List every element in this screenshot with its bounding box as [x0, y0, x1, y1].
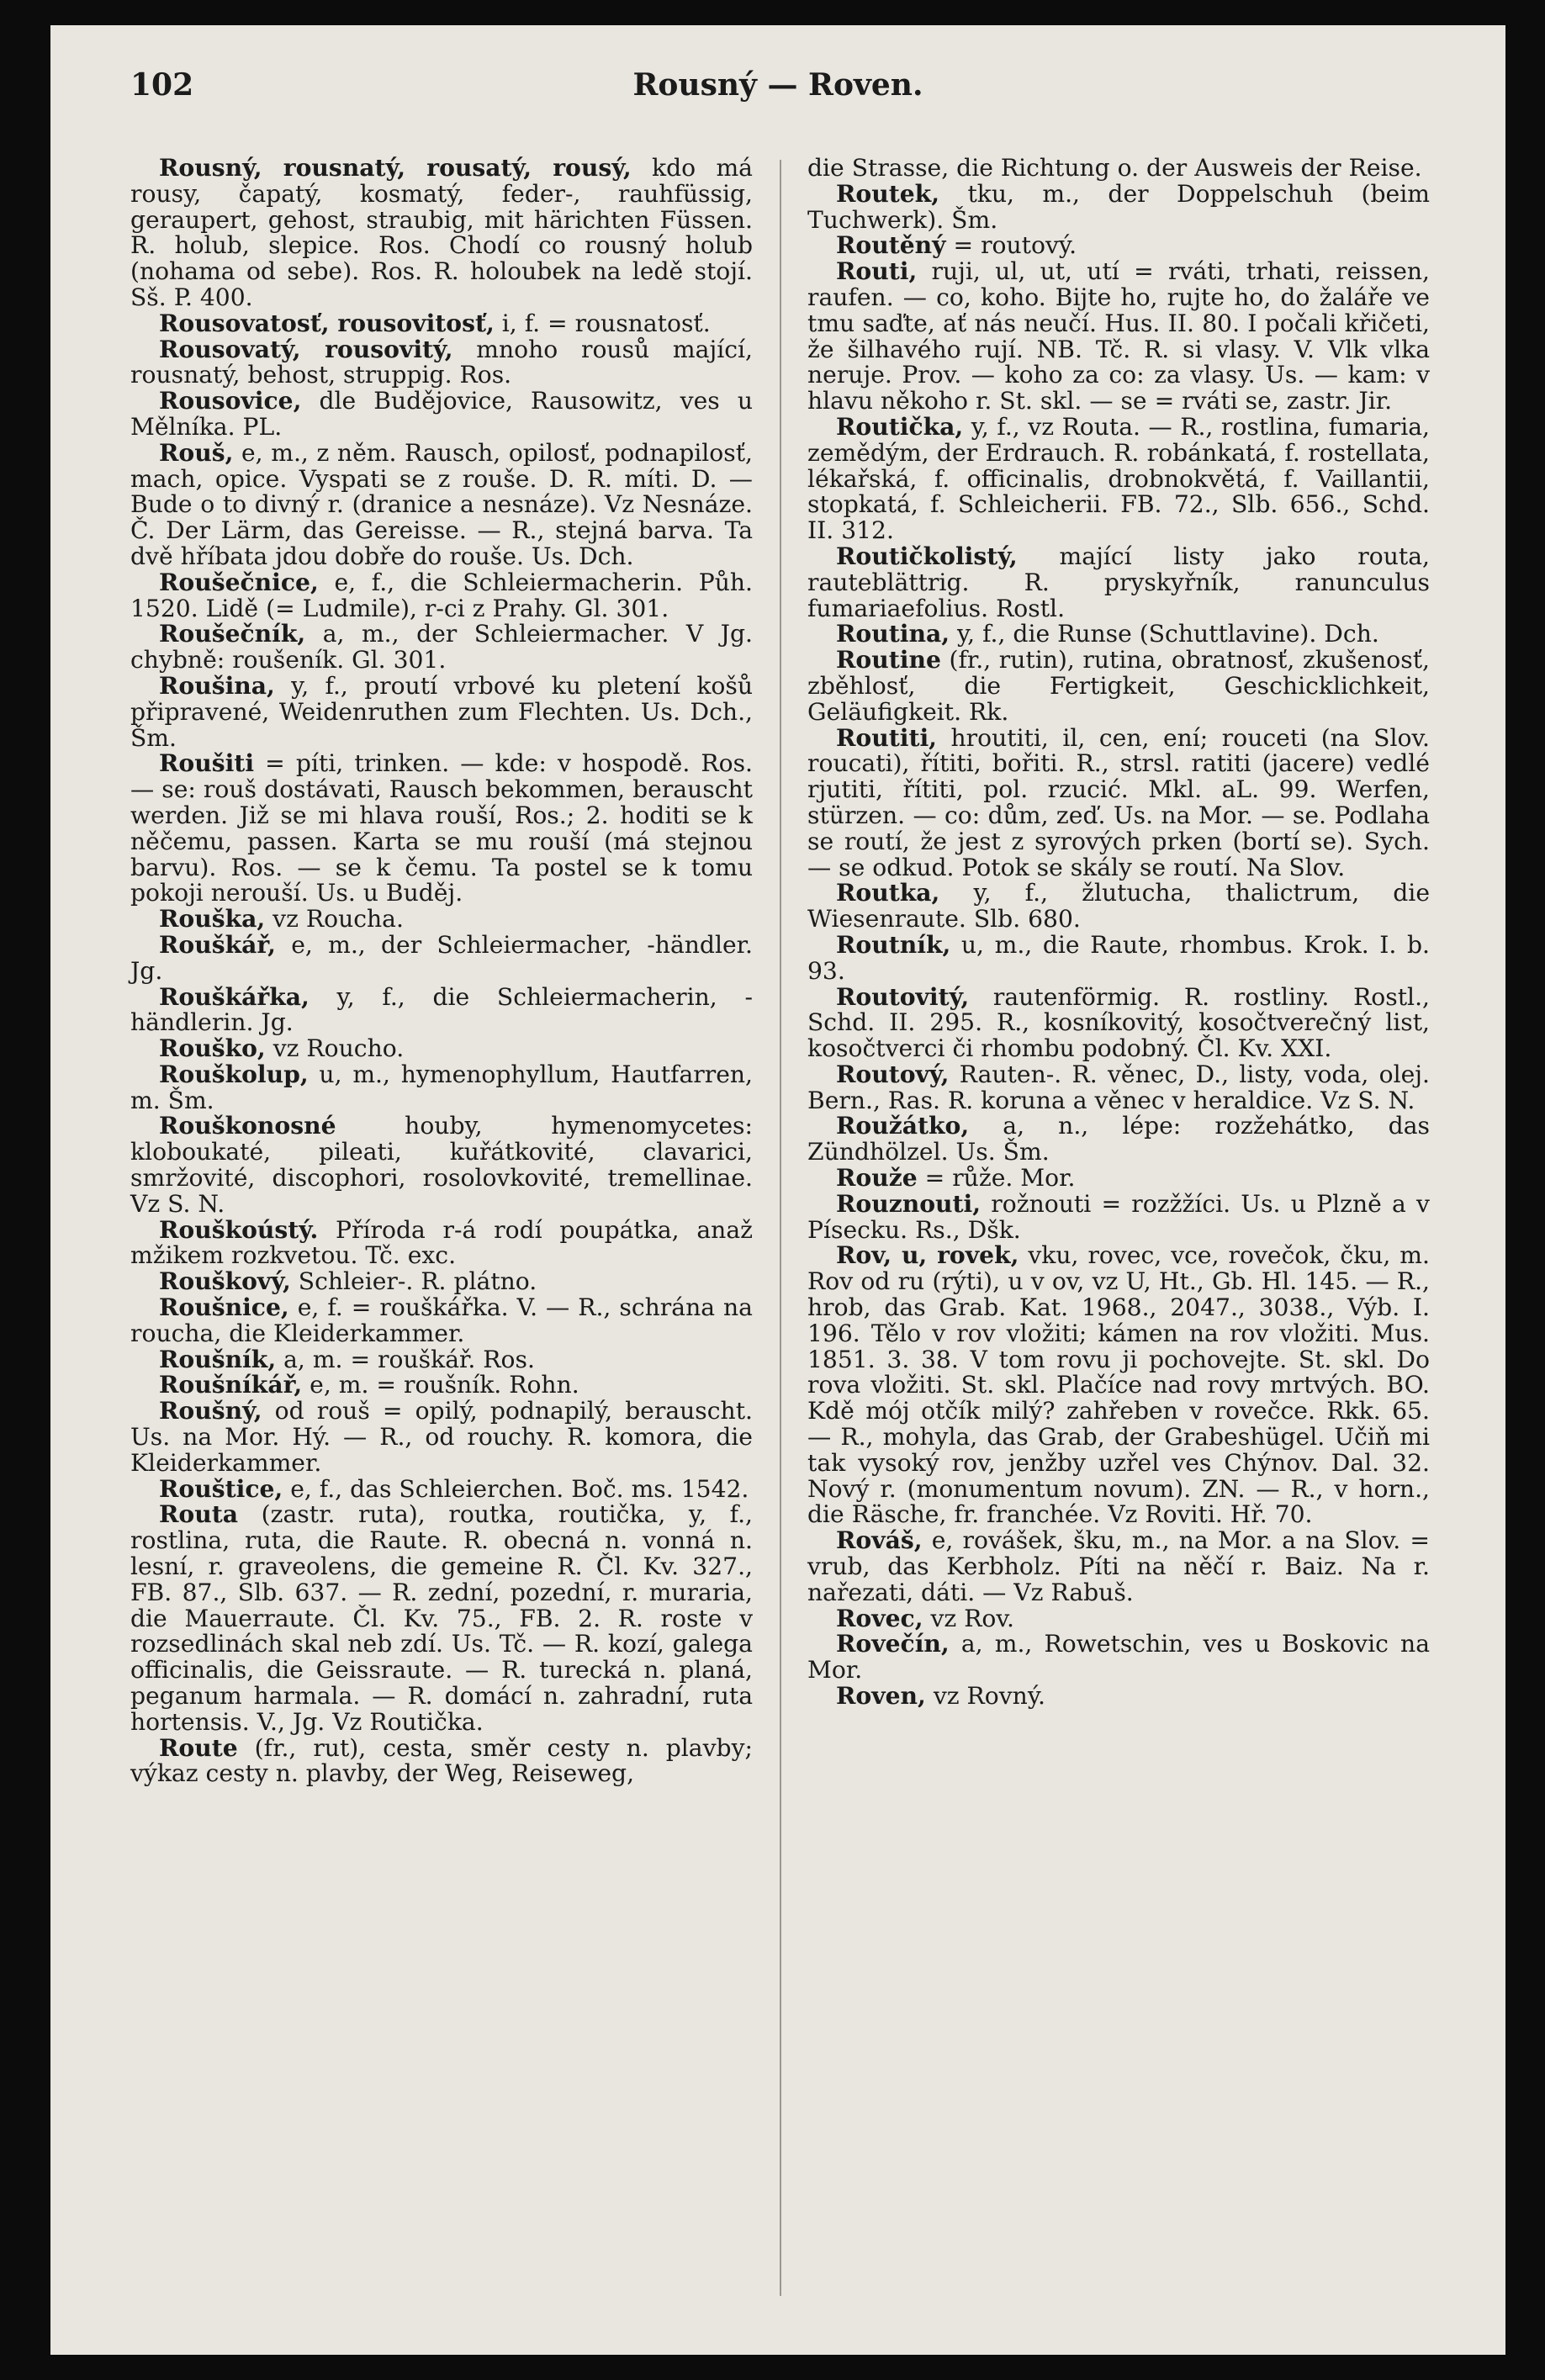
entry-text: Příroda r-á rodí poupátka, anaž mžikem rozkvetou. Tč. exc. [130, 1215, 753, 1270]
dictionary-entry [130, 1215, 753, 1270]
entry-text: vku, rovec, vce, rovečok, čku, m. Rov od ru (rýti), u v ov, vz U, Ht., Gb. Hl. 145. — R., hrob, das Grab. Kat. 1968., 2047., 3038., Výb. I. 196. Tělo v rov vložiti; kámen na rov vložiti. Mus. 1851. 3. 38. V tom rovu ji pochovejte. St. skl. Do rova vložiti. St. skl. Plačíce nad rovy mrtvých. BO. Kdě mój otčík milý? zahřeben v rovečce. Rkk. 65. — R., mohyla, das Grab, der Grabeshügel. Učiň mi tak vysoký rov, jenžby uzřel ves Chýnov. Dal. 32. Nový r. (monumentum novum). ZN. — R., v horn., die Räsche, fr. franchée. Vz Roviti. Hř. 70. [807, 1241, 1430, 1529]
entry-headword: Rováš, [836, 1526, 923, 1555]
dictionary-entry [807, 412, 1430, 545]
entry-headword: Rouže [836, 1164, 918, 1193]
entry-headword: Rousovatosť, rousovitosť, [159, 309, 495, 337]
entry-text: u, m., die Raute, rhombus. Krok. I. b. 93. [807, 930, 1430, 985]
entry-text: e, f., die Schleiermacherin. Půh. 1520. Lidě (= Ludmile), r-ci z Prahy. Gl. 301. [130, 568, 753, 622]
entry-headword: Roven, [836, 1682, 926, 1711]
left-column [130, 156, 753, 1787]
entry-text: (zastr. ruta), routka, routička, y, f., rostlina, ruta, die Raute. R. obecná n. vonná n. lesní, r. graveolens, die gemeine R. Čl. Kv. 327., FB. 87., Slb. 637. — R. zední, pozední, r. muraria, die Mauerraute. Čl. Kv. 75., FB. 2. R. roste v rozsedlinách skal neb zdí. Us. Tč. — R. kozí, galega officinalis, die Geissraute. — R. turecká n. planá, peganum harmala. — R. domácí n. zahradní, ruta hortensis. V., Jg. Vz Routička. [130, 1500, 753, 1736]
entry-text: u, m., hymenophyllum, Hautfarren, m. Šm. [130, 1060, 753, 1114]
dictionary-entry [130, 1474, 753, 1503]
dictionary-entry [130, 1036, 753, 1062]
entry-headword: Roušníkář, [159, 1371, 303, 1399]
dictionary-entry [807, 1062, 1430, 1114]
entry-text: vz Rovný. [925, 1682, 1045, 1711]
dictionary-entry [807, 1632, 1430, 1684]
entry-text: = routový. [945, 231, 1077, 260]
dictionary-entry [807, 982, 1430, 1063]
entry-text: a, n., lépe: rozžehátko, das Zündhölzel. Us. Šm. [807, 1112, 1430, 1166]
entry-text: a, m. = rouškář. Ros. [276, 1345, 535, 1373]
entry-headword: Routek, [836, 179, 940, 208]
entry-text: vz Roucho. [265, 1034, 405, 1063]
entry-text: e, rovášek, šku, m., na Mor. a na Slov. = vrub, das Kerbholz. Píti na něčí r. Baiz. Na r. nařezati, dáti. — Vz Rabuš. [807, 1526, 1430, 1606]
dictionary-entry [130, 570, 753, 622]
entry-text: die Strasse, die Richtung o. der Ausweis der Reise. [807, 154, 1422, 182]
entry-headword: Rouštice, [159, 1474, 283, 1503]
entry-headword: Routa [159, 1500, 239, 1529]
entry-text: (fr., rut), cesta, směr cesty n. plavby; výkaz cesty n. plavby, der Weg, Reiseweg, [130, 1733, 753, 1788]
entry-text: y, f., die Runse (Schuttlavine). Dch. [950, 620, 1379, 648]
dictionary-entry [130, 621, 753, 674]
entry-headword: Roužátko, [836, 1112, 970, 1140]
dictionary-page [50, 25, 1505, 2355]
dictionary-entry [130, 337, 753, 389]
entry-text: houby, hymenomycetes: kloboukaté, pileati, kuřátkovité, clavarici, smržovité, discophori, rosolovkovité, tremellinae. Vz S. N. [130, 1112, 753, 1218]
entry-text: rožnouti = rozžžíci. Us. u Plzně a v Písecku. Rs., Dšk. [807, 1189, 1430, 1244]
dictionary-entry [130, 1269, 753, 1295]
entry-text: vz Rov. [923, 1604, 1014, 1632]
entry-text: kdo má rousy, čapatý, kosmatý, feder-, rauhfüssig, geraupert, gehost, straubig, mit härichten Füssen. R. holub, slepice. Ros. Chodí co rousný holub (nohama od sebe). Ros. R. holoubek na ledě stojí. Sš. P. 400. [130, 154, 753, 311]
entry-text: = růže. Mor. [917, 1164, 1076, 1193]
entry-headword: Rouškonosné [159, 1112, 336, 1140]
entry-text: e, m., z něm. Rausch, opilosť, podnapilosť, mach, opice. Vyspati se z rouše. D. R. míti. D. — Bude o to divný r. (dranice a nesnáze). Vz Nesnáze. Č. Der Lärm, das Gereisse. — R., stejná barva. Ta dvě hříbata jdou dobře do rouše. Us. Dch. [130, 438, 753, 570]
entry-headword: Rouška, [159, 905, 266, 933]
dictionary-entry [807, 233, 1430, 259]
entry-text: y, f., žlutucha, thalictrum, die Wiesenraute. Slb. 680. [807, 879, 1430, 933]
dictionary-entry [130, 930, 753, 985]
entry-headword: Rousovice, [159, 387, 302, 415]
entry-headword: Routina, [836, 620, 950, 648]
dictionary-entry [807, 156, 1430, 182]
dictionary-entry [807, 930, 1430, 985]
dictionary-entry [807, 544, 1430, 621]
dictionary-entry [130, 1733, 753, 1788]
entry-headword: Roušný, [159, 1397, 262, 1425]
dictionary-entry [130, 1372, 753, 1399]
entry-text: = píti, trinken. — kde: v hospodě. Ros. — se: rouš dostávati, Rausch bekommen, berauscht werden. Již se mi hlava rouší, Ros.; 2. hoditi se k něčemu, passen. Karta se mu rouší (má stejnou barvu). Ros. — se k čemu. Ta postel se k tomu pokoji nerouší. Us. u Buděj. [130, 749, 753, 907]
entry-text: y, f., die Schleiermacherin, -händlerin. Jg. [130, 982, 753, 1037]
entry-text: e, m. = roušník. Rohn. [302, 1371, 579, 1399]
dictionary-entry [130, 1347, 753, 1373]
dictionary-entry [807, 723, 1430, 881]
dictionary-entry [130, 751, 753, 907]
column-divider [780, 160, 781, 2296]
entry-headword: Rouško, [159, 1034, 266, 1063]
entry-headword: Rouznouti, [836, 1189, 981, 1218]
entry-headword: Routovitý, [836, 982, 970, 1011]
entry-headword: Roušnice, [159, 1293, 289, 1322]
entry-headword: Routi, [836, 257, 918, 286]
entry-text: dle Budějovice, Rausowitz, ves u Mělníka. PL. [130, 387, 753, 441]
dictionary-entry [130, 1295, 753, 1347]
dictionary-entry [807, 179, 1430, 234]
dictionary-entry [807, 1243, 1430, 1528]
entry-text: od rouš = opilý, podnapilý, berauscht. Us. na Mor. Hý. — R., od rouchy. R. komora, die Kleiderkammer. [130, 1397, 753, 1477]
entry-text: e, m., der Schleiermacher, -händler. Jg. [130, 930, 753, 985]
dictionary-entry [130, 1113, 753, 1217]
entry-text: e, f. = rouškářka. V. — R., schrána na roucha, die Kleiderkammer. [130, 1293, 753, 1347]
entry-headword: Rouškář, [159, 930, 276, 959]
entry-headword: Rouškoústý. [159, 1215, 319, 1244]
page-header [50, 67, 1505, 126]
dictionary-entry [807, 648, 1430, 725]
dictionary-entry [130, 389, 753, 441]
entry-headword: Roušečnice, [159, 568, 319, 596]
entry-headword: Rovečín, [836, 1630, 950, 1658]
right-column [807, 156, 1430, 1710]
dictionary-entry [807, 1684, 1430, 1710]
entry-headword: Rousný, rousnatý, rousatý, rousý, [159, 154, 632, 182]
entry-text: vz Roucha. [265, 905, 404, 933]
entry-text: i, f. = rousnatosť. [494, 309, 711, 337]
page-number: 102 [130, 67, 194, 103]
dictionary-entry [130, 1399, 753, 1476]
entry-headword: Rouš, [159, 438, 234, 467]
dictionary-entry [130, 1062, 753, 1114]
entry-text: ruji, ul, ut, utí = rváti, trhati, reissen, raufen. — co, koho. Bijte ho, rujte ho, do žaláře ve tmu saďte, ať nás neučí. Hus. II. 80. I počali křičeti, že šilhavého rují. NB. Tč. R. si vlasy. V. Vlk vlka neruje. Prov. — koho za co: za vlasy. Us. — kam: v hlavu někoho r. St. skl. — se = rváti se, zastr. Jir. [807, 257, 1430, 415]
entry-headword: Routka, [836, 879, 940, 907]
entry-headword: Routový, [836, 1060, 950, 1088]
dictionary-entry [130, 156, 753, 311]
entry-text: y, f., proutí vrbové ku pletení košů připravené, Weidenruthen zum Flechten. Us. Dch., Šm. [130, 671, 753, 752]
entry-text: Schleier-. R. plátno. [290, 1267, 537, 1296]
running-head: Rousný — Roven. [632, 67, 923, 103]
entry-headword: Rouškářka, [159, 982, 310, 1011]
entry-headword: Route [159, 1733, 238, 1762]
dictionary-entry [807, 1166, 1430, 1192]
entry-text: hroutiti, il, cen, ení; rouceti (na Slov. roucati), řítiti, bořiti. R., strsl. ratiti (jacere) vedlé rjutiti, řítiti, pol. rzucić. Mkl. aL. 99. Werfen, stürzen. — co: dům, zeď. Us. na Mor. — se. Podlaha se routí, že jest z syrových prken (bortí se). Sych. — se odkud. Potok se skály se routí. Na Slov. [807, 723, 1430, 881]
entry-headword: Roušiti [159, 749, 255, 778]
entry-headword: Rouškový, [159, 1267, 291, 1296]
dictionary-entry [807, 1113, 1430, 1166]
entry-text: y, f., vz Routa. — R., rostlina, fumaria, zemědým, der Erdrauch. R. robánkatá, f. rostellata, lékařská, f. officinalis, drobnokvětá, f. Vaillantii, stopkatá, f. Schleicherii. FB. 72., Slb. 656., Schd. II. 312. [807, 412, 1430, 545]
dictionary-entry [130, 311, 753, 337]
entry-text: mající listy jako routa, rauteblättrig. R. pryskyřník, ranunculus fumariaefolius. Rostl. [807, 542, 1430, 622]
entry-headword: Rov, u, rovek, [836, 1241, 1019, 1270]
entry-text: a, m., der Schleiermacher. V Jg. chybně: roušeník. Gl. 301. [130, 620, 753, 674]
entry-headword: Rousovatý, rousovitý, [159, 335, 453, 363]
dictionary-entry [130, 907, 753, 933]
entry-headword: Routička, [836, 412, 964, 441]
dictionary-entry [130, 982, 753, 1037]
entry-headword: Routičkolistý, [836, 542, 1018, 570]
entry-headword: Roušečník, [159, 620, 306, 648]
dictionary-entry [130, 671, 753, 752]
entry-headword: Routine [836, 646, 941, 674]
entry-headword: Routiti, [836, 723, 937, 752]
entry-headword: Routěný [836, 231, 946, 260]
entry-text: rautenförmig. R. rostliny. Rostl., Schd. II. 295. R., kosníkovitý, kosočtverečný list, kosočtverci či rhombu podobný. Čl. Kv. XXI. [807, 982, 1430, 1063]
entry-text: mnoho rousů mající, rousnatý, behost, struppig. Ros. [130, 335, 753, 389]
dictionary-entry [807, 881, 1430, 933]
dictionary-entry [807, 259, 1430, 415]
dictionary-entry [807, 1189, 1430, 1244]
dictionary-entry [130, 1502, 753, 1735]
dictionary-entry [807, 621, 1430, 648]
entry-text: e, f., das Schleierchen. Boč. ms. 1542. [283, 1474, 749, 1503]
entry-headword: Routník, [836, 930, 951, 959]
entry-text: (fr., rutin), rutina, obratnosť, zkušenosť, zběhlosť, die Fertigkeit, Geschicklichkeit, Geläufigkeit. Rk. [807, 646, 1430, 726]
entry-headword: Rouškolup, [159, 1060, 309, 1088]
entry-headword: Rovec, [836, 1604, 923, 1632]
entry-headword: Roušina, [159, 671, 275, 700]
entry-headword: Roušník, [159, 1345, 277, 1373]
dictionary-entry [807, 1528, 1430, 1605]
entry-text: tku, m., der Doppelschuh (beim Tuchwerk). Šm. [807, 179, 1430, 234]
entry-text: Rauten-. R. věnec, D., listy, voda, olej. Bern., Ras. R. koruna a věnec v heraldice. Vz S. N. [807, 1060, 1430, 1114]
entry-text: a, m., Rowetschin, ves u Boskovic na Mor. [807, 1630, 1430, 1685]
dictionary-entry [807, 1606, 1430, 1632]
dictionary-entry [130, 438, 753, 570]
